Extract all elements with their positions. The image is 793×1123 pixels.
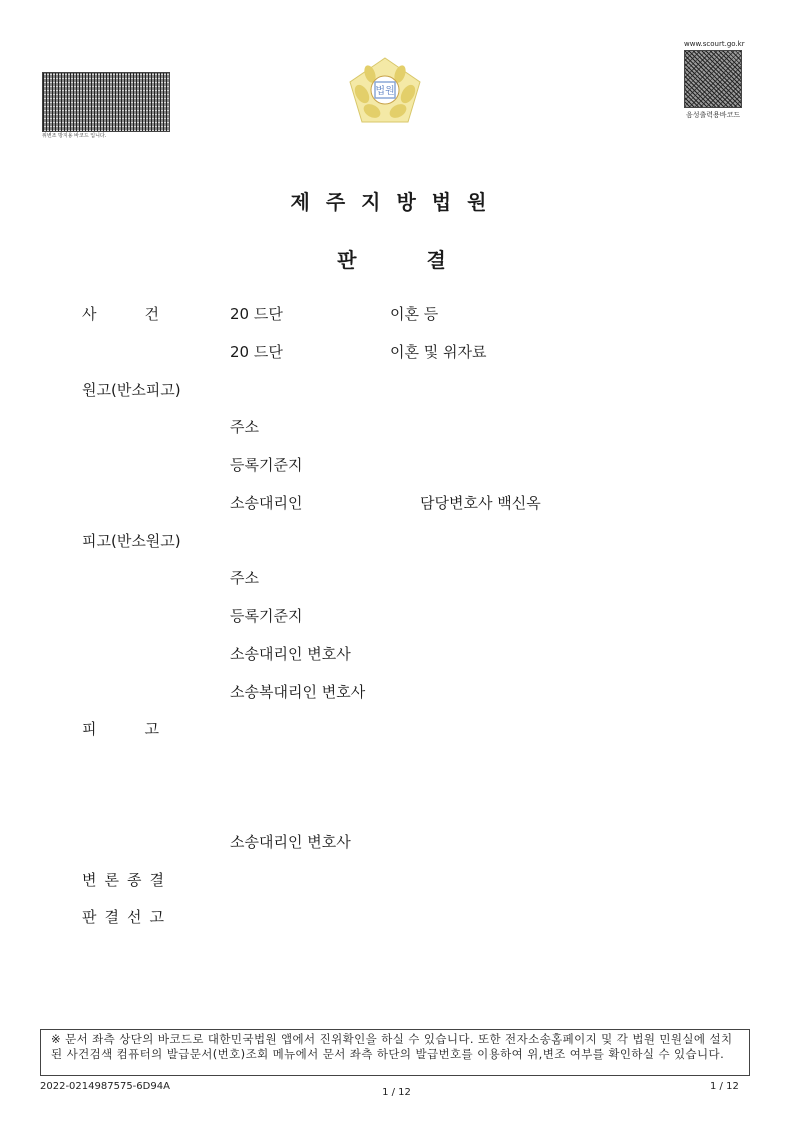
authenticity-barcode (42, 72, 170, 132)
document-title: 판결 (337, 248, 516, 272)
case-number-2: 20 드단 (230, 343, 283, 361)
authenticity-barcode-caption: 위변조 방지용 바코드 입니다. (42, 133, 107, 139)
verification-notice: ※ 문서 좌측 상단의 바코드로 대한민국법원 앱에서 진위확인을 하실 수 있습니다. 또한 전자소송홈페이지 및 각 법원 민원실에 설치된 사건검색 컴퓨터의 발급문서(번호)조회 메뉴에서 문서 좌측 하단의 발급번호를 이용하여 위,변조 여부를 확인하실 수 있습니다. (40, 1029, 750, 1076)
emblem-text: 법원 (375, 86, 395, 97)
court-emblem-icon (346, 56, 424, 124)
case-name-1: 이혼 등 (390, 305, 439, 323)
defendant-attorney-label: 소송대리인 변호사 (230, 645, 351, 663)
court-name: 제주지방법원 (290, 190, 503, 214)
defendant-label: 피고(반소원고) (82, 532, 181, 550)
plaintiff-address-label: 주소 (230, 418, 259, 436)
voice-output-barcode-caption: 음성출력용바코드 (686, 111, 741, 119)
plaintiff-attorney-value: 담당변호사 백신옥 (420, 494, 541, 512)
defendant2-label: 피고 (82, 720, 207, 738)
plaintiff-label: 원고(반소피고) (82, 381, 181, 399)
case-label: 사건 (82, 305, 207, 323)
defendant-registry-label: 등록기준지 (230, 607, 303, 625)
plaintiff-registry-label: 등록기준지 (230, 456, 303, 474)
issue-number: 2022-0214987575-6D94A (40, 1081, 170, 1092)
judgment-date-label: 판결선고 (82, 908, 172, 926)
closing-argument-label: 변론종결 (82, 871, 172, 889)
defendant-address-label: 주소 (230, 569, 259, 587)
defendant-sub-attorney-label: 소송복대리인 변호사 (230, 683, 366, 701)
plaintiff-attorney-label: 소송대리인 (230, 494, 303, 512)
case-name-2: 이혼 및 위자료 (390, 343, 487, 361)
page-number-center: 1 / 12 (382, 1087, 411, 1098)
court-website-url: www.scourt.go.kr (684, 40, 745, 48)
page-number-right: 1 / 12 (710, 1081, 739, 1092)
case-number-1: 20 드단 (230, 305, 283, 323)
defendant2-attorney-label: 소송대리인 변호사 (230, 833, 351, 851)
voice-output-barcode (684, 50, 742, 108)
